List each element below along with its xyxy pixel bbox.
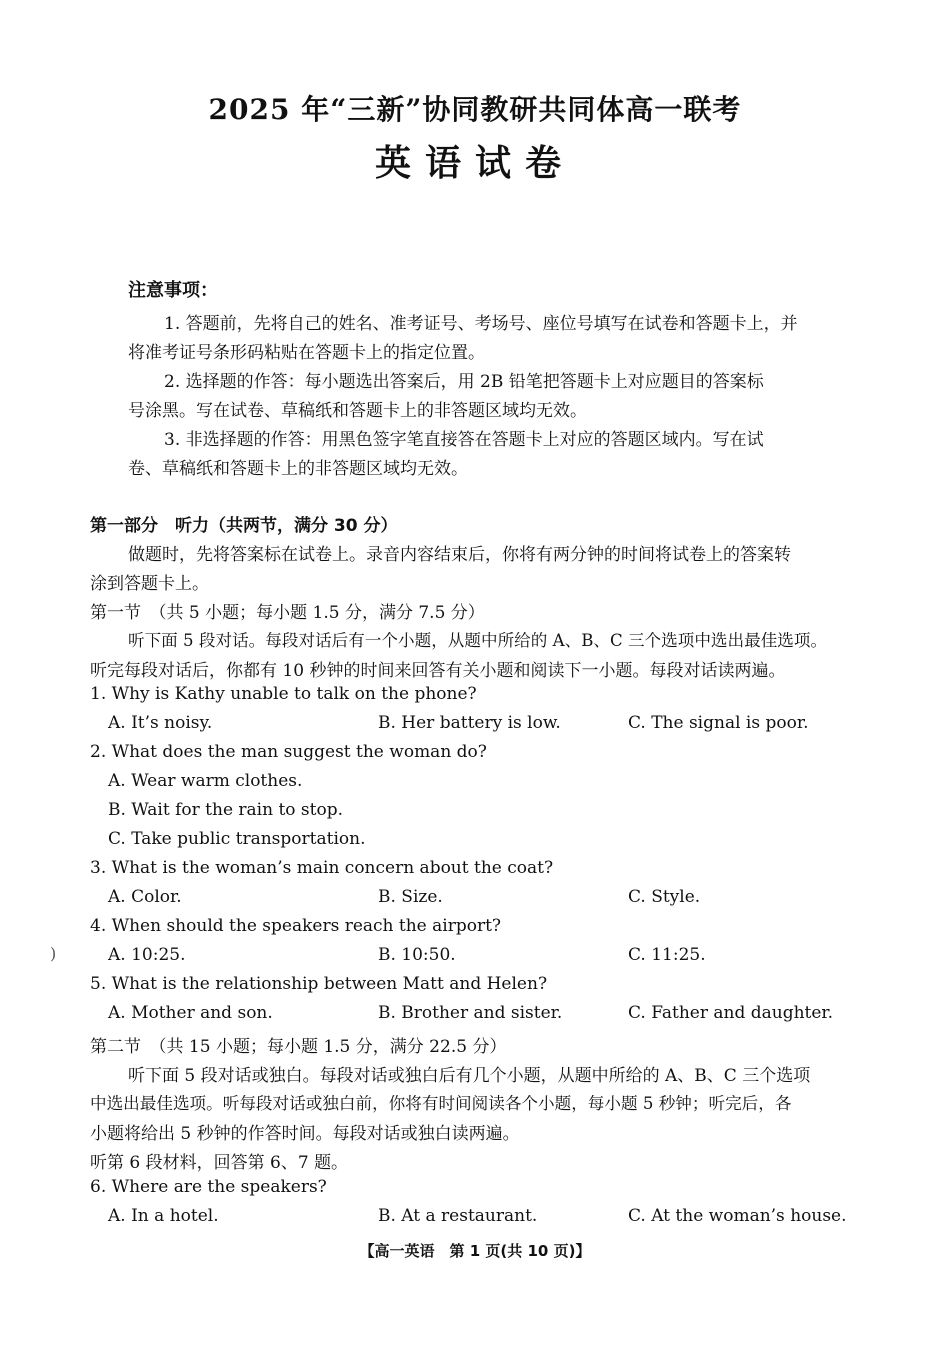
q3-option-a: A. Color. <box>108 887 182 907</box>
margin-mark: ) <box>50 944 57 963</box>
question-4: 4. When should the speakers reach the airport? <box>90 916 502 936</box>
subject-title: 英语试卷 <box>374 142 575 184</box>
q2-option-a: A. Wear warm clothes. <box>108 771 303 791</box>
note-3-line-2: 卷、草稿纸和答题卡上的非答题区域均无效。 <box>128 459 468 479</box>
section2-intro-line-1: 听下面 5 段对话或独白。每段对话或独白后有几个小题，从题中所给的 A、B、C 三个选项 <box>128 1066 811 1086</box>
question-2: 2. What does the man suggest the woman do? <box>90 742 487 762</box>
q6-option-a: A. In a hotel. <box>108 1206 219 1226</box>
q1-option-b: B. Her battery is low. <box>378 713 561 733</box>
section2-heading: 第二节 （共 15 小题；每小题 1.5 分，满分 22.5 分） <box>90 1037 507 1057</box>
section1-intro-line-1: 听下面 5 段对话。每段对话后有一个小题，从题中所给的 A、B、C 三个选项中选出最佳选项。 <box>128 631 828 650</box>
q1-option-a: A. It’s noisy. <box>108 713 213 733</box>
q2-option-b: B. Wait for the rain to stop. <box>108 800 344 820</box>
section2-intro-line-3: 小题将给出 5 秒钟的作答时间。每段对话或独白读两遍。 <box>90 1124 520 1144</box>
exam-title: 2025 年“三新”协同教研共同体高一联考 <box>208 93 742 126</box>
note-2-line-2: 号涂黑。写在试卷、草稿纸和答题卡上的非答题区域均无效。 <box>128 401 587 421</box>
notes-heading: 注意事项： <box>128 280 218 301</box>
question-1: 1. Why is Kathy unable to talk on the phone? <box>90 684 477 704</box>
section1-heading: 第一节 （共 5 小题；每小题 1.5 分，满分 7.5 分） <box>90 603 485 623</box>
note-2-line-1: 2. 选择题的作答：每小题选出答案后，用 2B 铅笔把答题卡上对应题目的答案标 <box>164 372 764 392</box>
q4-option-c: C. 11:25. <box>628 945 706 965</box>
part1-intro-line-1: 做题时，先将答案标在试卷上。录音内容结束后，你将有两分钟的时间将试卷上的答案转 <box>128 545 791 565</box>
part1-intro-line-2: 涂到答题卡上。 <box>90 574 209 594</box>
q4-option-b: B. 10:50. <box>378 945 456 965</box>
q5-option-c: C. Father and daughter. <box>628 1003 834 1023</box>
q5-option-a: A. Mother and son. <box>108 1003 273 1023</box>
note-1-line-2: 将准考证号条形码粘贴在答题卡上的指定位置。 <box>128 343 485 363</box>
q3-option-c: C. Style. <box>628 887 701 907</box>
question-5: 5. What is the relationship between Matt and Helen? <box>90 974 548 994</box>
question-3: 3. What is the woman’s main concern about the coat? <box>90 858 554 878</box>
question-6: 6. Where are the speakers? <box>90 1177 327 1197</box>
q2-option-c: C. Take public transportation. <box>108 829 366 849</box>
material-6-instruction: 听第 6 段材料，回答第 6、7 题。 <box>90 1153 349 1173</box>
q5-option-b: B. Brother and sister. <box>378 1003 563 1023</box>
note-1-line-1: 1. 答题前，先将自己的姓名、准考证号、考场号、座位号填写在试卷和答题卡上，并 <box>164 314 798 334</box>
q6-option-c: C. At the woman’s house. <box>628 1206 847 1226</box>
section2-intro-line-2: 中选出最佳选项。听每段对话或独白前，你将有时间阅读各个小题，每小题 5 秒钟；听完后，各 <box>90 1094 792 1113</box>
note-3-line-1: 3. 非选择题的作答：用黑色签字笔直接答在答题卡上对应的答题区域内。写在试 <box>164 430 764 450</box>
q4-option-a: A. 10:25. <box>108 945 186 965</box>
part1-heading: 第一部分 听力（共两节，满分 30 分） <box>90 516 398 536</box>
q1-option-c: C. The signal is poor. <box>628 713 809 733</box>
page-footer: 【高一英语 第 1 页(共 10 页)】 <box>359 1242 591 1260</box>
section1-intro-line-2: 听完每段对话后，你都有 10 秒钟的时间来回答有关小题和阅读下一小题。每段对话读两遍。 <box>90 661 786 681</box>
q6-option-b: B. At a restaurant. <box>378 1206 538 1226</box>
q3-option-b: B. Size. <box>378 887 443 907</box>
